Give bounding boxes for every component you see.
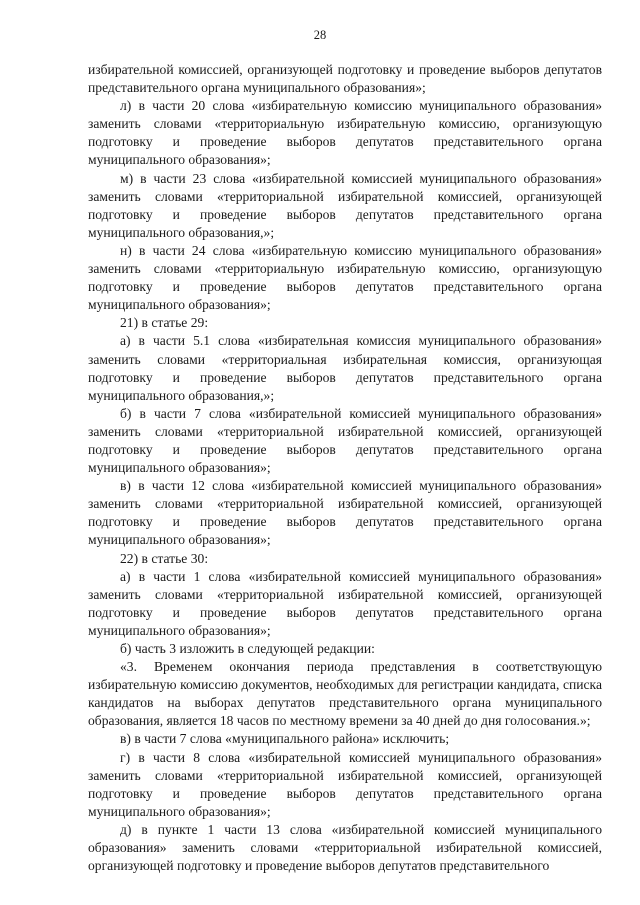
page-number: 28 (313, 28, 327, 42)
paragraph-point-22: 22) в статье 30: (120, 550, 209, 566)
paragraph-continuation: избирательной комиссией, организующей подготовку и проведение выборов депутатов представительного органа муниципального образования»; (88, 62, 602, 96)
paragraph-quoted-part-3: «3. Временем окончания периода представления в соответствующую избирательную комиссию документов, необходимых для регистрации кандидата, списка кандидатов на выборах депутатов представительного органа муниципального образования, является 18 часов по местному времени за 40 дней до дня голосования.»; (88, 659, 602, 729)
paragraph-item-22-g: г) в части 8 слова «избирательной комиссией муниципального образования» заменить словами «территориальной избирательной комиссией, организующей подготовку и проведение выборов депутатов представительного органа муниципального образования»; (88, 749, 602, 819)
paragraph-item-22-b: б) часть 3 изложить в следующей редакции: (120, 641, 375, 656)
paragraph-item-n: н) в части 24 слова «избирательную комиссию муниципального образования» заменить словами «территориальную избирательную комиссию, организующую подготовку и проведение выборов депутатов представительного органа муниципального образования»; (88, 242, 602, 313)
paragraph-item-22-d: д) в пункте 1 части 13 слова «избирательной комиссией муниципального образования» заменить словами «территориальной избирательной комиссией, организующей подготовку и проведение выборов депутатов представительного (88, 821, 602, 874)
paragraph-point-21: 21) в статье 29: (120, 315, 209, 331)
paragraph-item-22-v: в) в части 7 слова «муниципального района» исключить; (120, 731, 450, 747)
document-body (88, 61, 602, 875)
paragraph-item-21-v: в) в части 12 слова «избирательной комиссией муниципального образования» заменить словами «территориальной избирательной комиссией, организующей подготовку и проведение выборов депутатов представительного органа муниципального образования»; (88, 478, 602, 548)
paragraph-item-21-a: а) в части 5.1 слова «избирательная комиссия муниципального образования» заменить словами «территориальная избирательная комиссия, организующая подготовку и проведение выборов депутатов представительного органа муниципального образования,»; (88, 333, 602, 403)
paragraph-item-21-b: б) в части 7 слова «избирательной комиссией муниципального образования» заменить словами «территориальной избирательной комиссией, организующей подготовку и проведение выборов депутатов представительного органа муниципального образования»; (88, 405, 602, 476)
paragraph-item-l: л) в части 20 слова «избирательную комиссию муниципального образования» заменить словами «территориальную избирательную комиссию, организующую подготовку и проведение выборов депутатов представительного органа муниципального образования»; (88, 98, 602, 168)
paragraph-item-22-a: а) в части 1 слова «избирательной комиссией муниципального образования» заменить словами «территориальной избирательной комиссией, организующей подготовку и проведение выборов депутатов представительного органа муниципального образования»; (88, 568, 602, 638)
paragraph-item-m: м) в части 23 слова «избирательной комиссией муниципального образования» заменить словами «территориальной избирательной комиссией, организующей подготовку и проведение выборов депутатов представительного органа муниципального образования,»; (88, 170, 602, 240)
